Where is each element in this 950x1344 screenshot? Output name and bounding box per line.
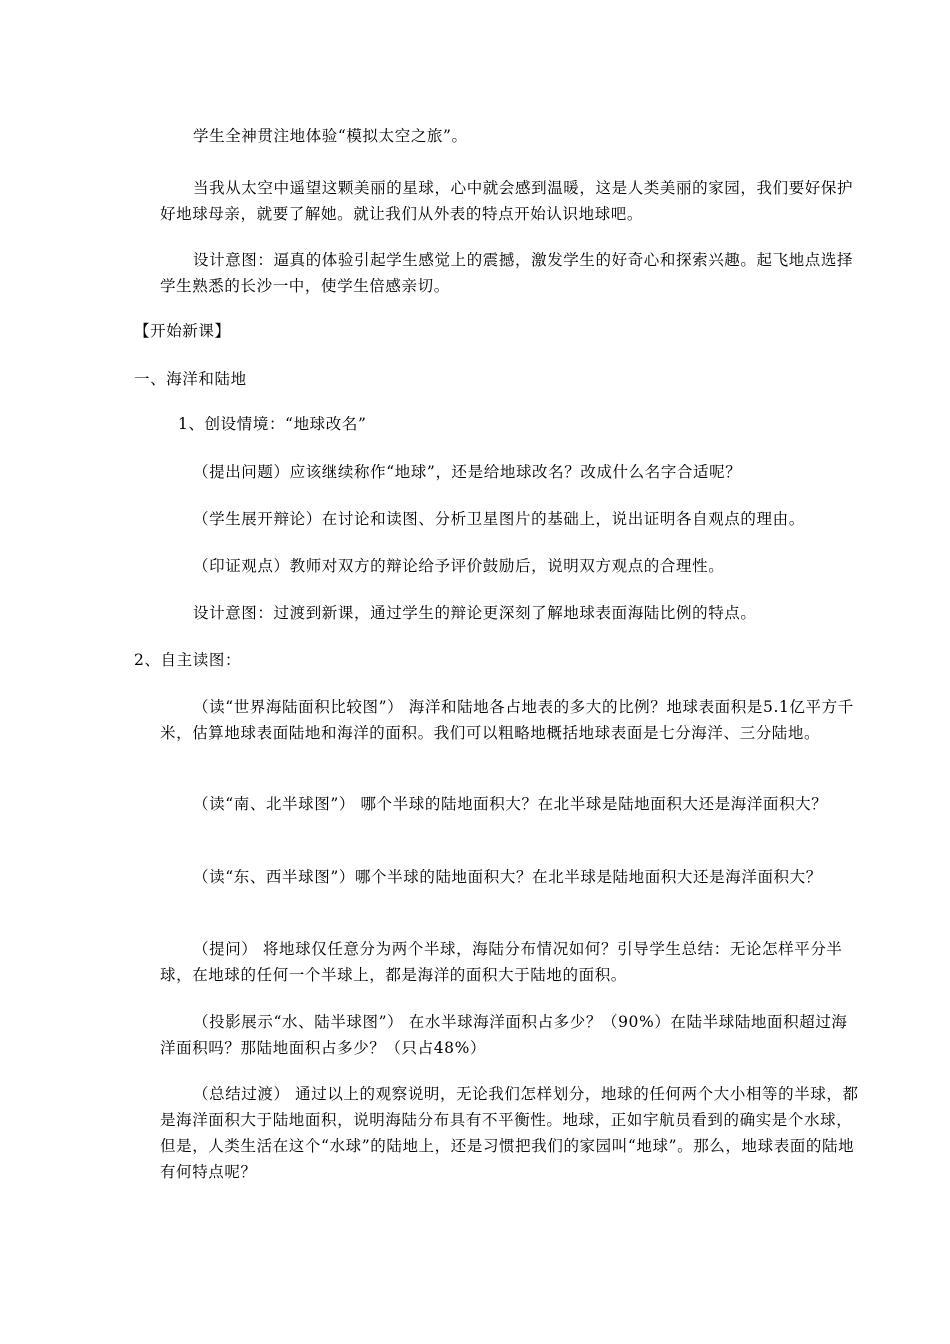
heading-self-reading: 2、自主读图： <box>134 651 242 669</box>
heading-rename-earth: 1、创设情境：“地球改名” <box>178 415 367 433</box>
heading-new-lesson: 【开始新课】 <box>134 322 231 340</box>
paragraph-raise-question: （提出问题）应该继续称作“地球”，还是给地球改名？改成什么名字合适呢？ <box>193 463 742 481</box>
paragraph-summary: （总结过渡） 通过以上的观察说明，无论我们怎样划分，地球的任何两个大小相等的半球，都是海洋面积大于陆地面积，说明海陆分布具有不平衡性。地球，正如宇航员看到的确实是个水球，但是，人类生活在这个“水球”的陆地上，还是习惯把我们的家园叫“地球”。那么，地球表面的陆地有何特点呢？ <box>160 1085 859 1181</box>
paragraph-student-debate: （学生展开辩论）在讨论和读图、分析卫星图片的基础上，说出证明各自观点的理由。 <box>193 510 805 528</box>
paragraph-ask: （提问） 将地球仅任意分为两个半球，海陆分布情况如何？引导学生总结：无论怎样平分半球，在地球的任何一个半球上，都是海洋的面积大于陆地的面积。 <box>160 940 843 984</box>
paragraph-design-intent-2: 设计意图：过渡到新课，通过学生的辩论更深刻了解地球表面海陆比例的特点。 <box>193 604 757 622</box>
paragraph-world-sea-land: （读“世界海陆面积比较图”） 海洋和陆地各占地表的多大的比例？地球表面积是5.1亿平方千米，估算地球表面陆地和海洋的面积。我们可以粗略地概括地球表面是七分海洋、三分陆地。 <box>160 698 854 742</box>
paragraph-design-intent-1: 设计意图：逼真的体验引起学生感觉上的震撼，激发学生的好奇心和探索兴趣。起飞地点选择学生熟悉的长沙一中，使学生倍感亲切。 <box>160 251 854 295</box>
paragraph-confirm-view: （印证观点）教师对双方的辩论给予评价鼓励后，说明双方观点的合理性。 <box>193 557 725 575</box>
paragraph-projection: （投影展示“水、陆半球图”） 在水半球海洋面积占多少？（90%）在陆半球陆地面积超过海洋面积吗？那陆地面积占多少？（只占48%） <box>160 1013 848 1057</box>
heading-ocean-and-land: 一、海洋和陆地 <box>134 370 247 388</box>
paragraph-experience: 学生全神贯注地体验“模拟太空之旅”。 <box>193 127 468 145</box>
paragraph-north-south: （读“南、北半球图”） 哪个半球的陆地面积大？在北半球是陆地面积大还是海洋面积大？ <box>193 795 828 813</box>
paragraph-earth-home: 当我从太空中遥望这颗美丽的星球，心中就会感到温暖，这是人类美丽的家园，我们要好保护好地球母亲，就要了解她。就让我们从外表的特点开始认识地球吧。 <box>160 179 854 223</box>
paragraph-east-west: （读“东、西半球图”）哪个半球的陆地面积大？在北半球是陆地面积大还是海洋面积大？ <box>193 868 822 886</box>
